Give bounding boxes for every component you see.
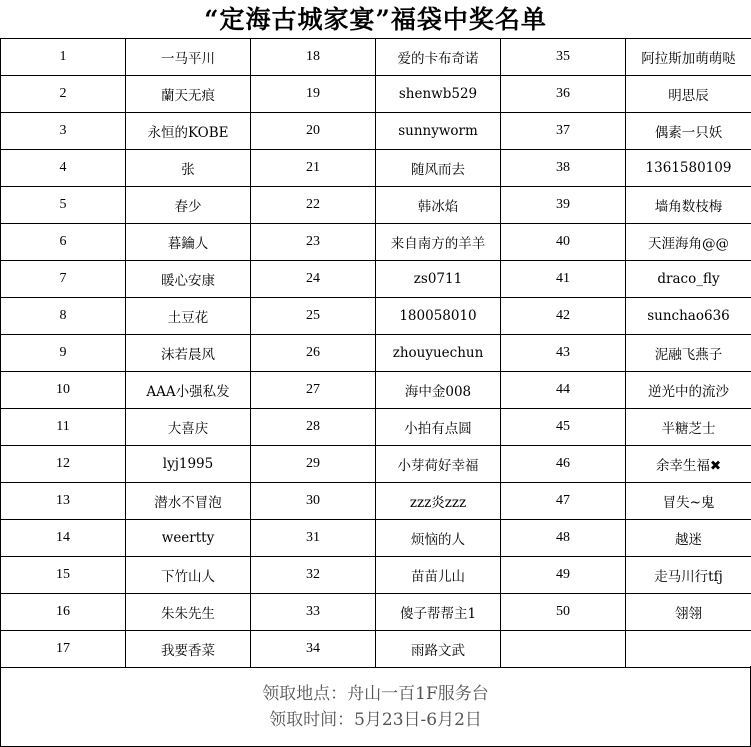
winner-name-cell: 明思辰 [626, 76, 751, 113]
winner-name-cell: 大喜庆 [126, 409, 251, 446]
winner-name-cell: 逆光中的流沙 [626, 372, 751, 409]
winner-name-cell: sunchao636 [626, 298, 751, 335]
winner-name-cell: 暮鑰人 [126, 224, 251, 261]
winner-name-cell: 张 [126, 150, 251, 187]
winner-number-cell: 9 [1, 335, 126, 372]
pickup-info [0, 666, 751, 747]
winner-name-cell: 爱的卡布奇诺 [376, 39, 501, 76]
winner-number-cell [501, 631, 626, 668]
winner-number-cell: 18 [251, 39, 376, 76]
winner-name-cell: 冒失~鬼 [626, 483, 751, 520]
winner-name-cell: 泥融飞燕子 [626, 335, 751, 372]
winner-number-cell: 49 [501, 557, 626, 594]
winner-number-cell: 15 [1, 557, 126, 594]
pickup-time: 领取时间：5月23日-6月2日 [269, 710, 482, 730]
winner-number-cell: 30 [251, 483, 376, 520]
winner-number-cell: 26 [251, 335, 376, 372]
winner-name-cell [626, 631, 751, 668]
winner-number-cell: 4 [1, 150, 126, 187]
winner-name-cell: 蘭天无痕 [126, 76, 251, 113]
winner-number-cell: 40 [501, 224, 626, 261]
winner-number-cell: 39 [501, 187, 626, 224]
winner-number-cell: 10 [1, 372, 126, 409]
winner-number-cell: 22 [251, 187, 376, 224]
winner-number-cell: 43 [501, 335, 626, 372]
table-row [1, 76, 751, 113]
winner-name-cell: 春少 [126, 187, 251, 224]
winner-name-cell: zzz炎zzz [376, 483, 501, 520]
table-row [1, 187, 751, 224]
winner-number-cell: 5 [1, 187, 126, 224]
pickup-location: 领取地点：舟山一百1F服务台 [262, 684, 489, 704]
winner-name-cell: 土豆花 [126, 298, 251, 335]
winner-name-cell: draco_fly [626, 261, 751, 298]
winner-name-cell: 朱朱先生 [126, 594, 251, 631]
winner-number-cell: 21 [251, 150, 376, 187]
winner-number-cell: 28 [251, 409, 376, 446]
winner-number-cell: 23 [251, 224, 376, 261]
table-row [1, 446, 751, 483]
winner-number-cell: 7 [1, 261, 126, 298]
winners-table [0, 38, 751, 668]
page-title: “定海古城家宴”福袋中奖名单 [204, 5, 547, 34]
winner-name-cell: 海中金008 [376, 372, 501, 409]
winner-number-cell: 33 [251, 594, 376, 631]
table-row [1, 372, 751, 409]
winner-name-cell: 一马平川 [126, 39, 251, 76]
table-row [1, 409, 751, 446]
winner-name-cell: 傻子帮帮主1 [376, 594, 501, 631]
table-row [1, 594, 751, 631]
winner-name-cell: 来自南方的羊羊 [376, 224, 501, 261]
winner-number-cell: 31 [251, 520, 376, 557]
table-row [1, 520, 751, 557]
table-row [1, 557, 751, 594]
winner-number-cell: 47 [501, 483, 626, 520]
winner-name-cell: 180058010 [376, 298, 501, 335]
winner-number-cell: 42 [501, 298, 626, 335]
table-row [1, 335, 751, 372]
winner-number-cell: 32 [251, 557, 376, 594]
winner-number-cell: 14 [1, 520, 126, 557]
winner-number-cell: 44 [501, 372, 626, 409]
winner-number-cell: 38 [501, 150, 626, 187]
winner-name-cell: 苗苗儿山 [376, 557, 501, 594]
table-row [1, 113, 751, 150]
winner-name-cell: 越迷 [626, 520, 751, 557]
winner-name-cell: 偶素一只妖 [626, 113, 751, 150]
winner-name-cell: 下竹山人 [126, 557, 251, 594]
table-row [1, 39, 751, 76]
winner-number-cell: 35 [501, 39, 626, 76]
winner-number-cell: 48 [501, 520, 626, 557]
winner-name-cell: 永恒的KOBE [126, 113, 251, 150]
table-row [1, 224, 751, 261]
winner-name-cell: 翎翎 [626, 594, 751, 631]
winner-number-cell: 41 [501, 261, 626, 298]
winner-number-cell: 3 [1, 113, 126, 150]
winner-number-cell: 20 [251, 113, 376, 150]
winner-number-cell: 36 [501, 76, 626, 113]
winner-number-cell: 45 [501, 409, 626, 446]
winner-name-cell: 墙角数枝梅 [626, 187, 751, 224]
winner-name-cell: AAA小强私发 [126, 372, 251, 409]
winner-name-cell: shenwb529 [376, 76, 501, 113]
winner-name-cell: 余幸生福✖ [626, 446, 751, 483]
winners-table-body [1, 39, 751, 668]
winner-number-cell: 34 [251, 631, 376, 668]
winner-number-cell: 8 [1, 298, 126, 335]
winner-name-cell: 阿拉斯加萌萌哒 [626, 39, 751, 76]
winner-name-cell: 天涯海角@@ [626, 224, 751, 261]
winner-number-cell: 2 [1, 76, 126, 113]
winner-name-cell: 烦恼的人 [376, 520, 501, 557]
table-row [1, 631, 751, 668]
winner-number-cell: 25 [251, 298, 376, 335]
table-row [1, 150, 751, 187]
winner-number-cell: 16 [1, 594, 126, 631]
winner-number-cell: 1 [1, 39, 126, 76]
winner-name-cell: 暖心安康 [126, 261, 251, 298]
winner-number-cell: 12 [1, 446, 126, 483]
winner-name-cell: sunnyworm [376, 113, 501, 150]
winner-name-cell: 韩冰焰 [376, 187, 501, 224]
winner-name-cell: 我要香菜 [126, 631, 251, 668]
winner-name-cell: 潜水不冒泡 [126, 483, 251, 520]
winner-number-cell: 6 [1, 224, 126, 261]
winner-name-cell: 半糖芝士 [626, 409, 751, 446]
winner-number-cell: 11 [1, 409, 126, 446]
winner-name-cell: weertty [126, 520, 251, 557]
winner-name-cell: 沫若晨风 [126, 335, 251, 372]
winner-name-cell: 走马川行tfj [626, 557, 751, 594]
winner-number-cell: 13 [1, 483, 126, 520]
winner-number-cell: 19 [251, 76, 376, 113]
winner-name-cell: zs0711 [376, 261, 501, 298]
winner-name-cell: 雨路文武 [376, 631, 501, 668]
winner-name-cell: 随风而去 [376, 150, 501, 187]
winner-number-cell: 29 [251, 446, 376, 483]
winner-number-cell: 27 [251, 372, 376, 409]
winner-number-cell: 50 [501, 594, 626, 631]
winner-name-cell: lyj1995 [126, 446, 251, 483]
winner-name-cell: 小芽荷好幸福 [376, 446, 501, 483]
winner-name-cell: 小拍有点圆 [376, 409, 501, 446]
winner-number-cell: 37 [501, 113, 626, 150]
table-row [1, 298, 751, 335]
winner-name-cell: 1361580109 [626, 150, 751, 187]
winner-number-cell: 46 [501, 446, 626, 483]
table-row [1, 261, 751, 298]
table-row [1, 483, 751, 520]
winner-name-cell: zhouyuechun [376, 335, 501, 372]
winner-number-cell: 17 [1, 631, 126, 668]
winner-number-cell: 24 [251, 261, 376, 298]
